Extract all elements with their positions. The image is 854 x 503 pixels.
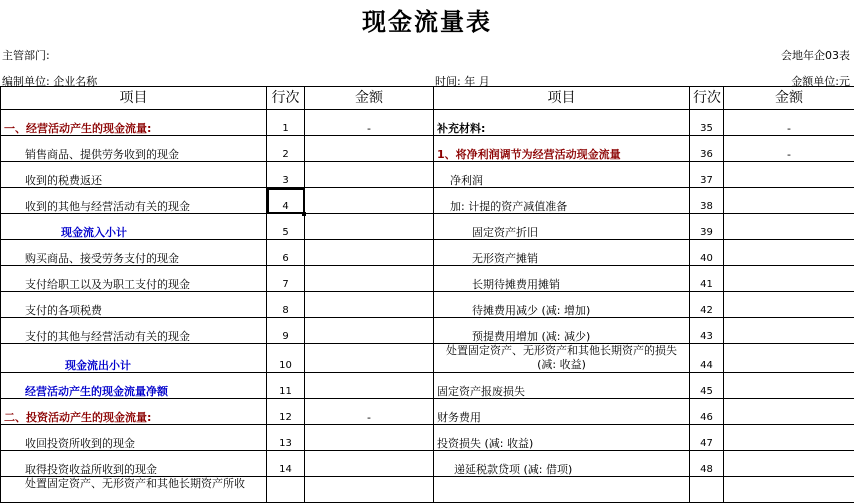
row-item-cell[interactable]: 购买商品、接受劳务支付的现金 — [1, 240, 267, 266]
row-amount-cell[interactable] — [724, 425, 854, 451]
row-line-cell[interactable]: 3 — [267, 162, 305, 188]
row-amount-cell[interactable] — [724, 214, 854, 240]
row-amount-cell[interactable] — [305, 373, 434, 399]
unit-label: 编制单位: 企业名称 — [2, 73, 97, 89]
row-line-cell[interactable]: 14 — [267, 451, 305, 477]
row-item-cell[interactable]: 取得投资收益所收到的现金 — [1, 451, 267, 477]
row-item-cell[interactable]: 无形资产摊销 — [434, 240, 690, 266]
header-amount-left: 金额 — [305, 87, 434, 110]
row-item-cell[interactable]: 收到的税费返还 — [1, 162, 267, 188]
row-item-cell[interactable]: 投资损失 (减: 收益) — [434, 425, 690, 451]
cash-flow-table — [0, 86, 854, 503]
row-line-cell[interactable]: 13 — [267, 425, 305, 451]
header-line-left: 行次 — [267, 87, 305, 110]
form-code: 会地年企03表 — [781, 47, 850, 63]
row-item-cell[interactable]: 支付的各项税费 — [1, 292, 267, 318]
table-row — [1, 136, 854, 162]
row-item-cell[interactable]: 一、经营活动产生的现金流量: — [1, 110, 267, 136]
header-item-right: 项目 — [434, 87, 690, 110]
row-amount-cell[interactable]: - — [305, 110, 434, 136]
row-item-cell[interactable]: 财务费用 — [434, 399, 690, 425]
row-amount-cell[interactable] — [724, 451, 854, 477]
row-item-cell[interactable]: 净利润 — [434, 162, 690, 188]
fill-handle[interactable] — [302, 212, 306, 216]
row-amount-cell[interactable] — [724, 318, 854, 344]
row-amount-cell[interactable] — [305, 318, 434, 344]
header-line-right: 行次 — [690, 87, 724, 110]
row-item-cell[interactable]: 加: 计提的资产减值准备 — [434, 188, 690, 214]
row-line-cell[interactable]: 5 — [267, 214, 305, 240]
row-amount-cell[interactable] — [305, 214, 434, 240]
row-item-cell[interactable]: 处置固定资产、无形资产和其他长期资产的损失 (减: 收益) — [434, 344, 690, 373]
row-amount-cell[interactable] — [305, 344, 434, 373]
row-amount-cell[interactable] — [724, 292, 854, 318]
table-row — [1, 373, 854, 399]
table-row — [1, 344, 854, 373]
row-item-cell[interactable] — [434, 477, 690, 503]
row-item-cell[interactable]: 支付给职工以及为职工支付的现金 — [1, 266, 267, 292]
row-amount-cell[interactable]: - — [724, 136, 854, 162]
row-line-cell[interactable]: 35 — [690, 110, 724, 136]
row-item-cell[interactable]: 1、将净利润调节为经营活动现金流量 — [434, 136, 690, 162]
row-amount-cell[interactable] — [724, 188, 854, 214]
row-amount-cell[interactable] — [305, 425, 434, 451]
row-line-cell[interactable]: 6 — [267, 240, 305, 266]
table-row — [1, 266, 854, 292]
row-item-cell[interactable]: 收回投资所收到的现金 — [1, 425, 267, 451]
amount-unit-label: 金额单位:元 — [791, 73, 850, 89]
table-row — [1, 425, 854, 451]
row-line-cell[interactable]: 36 — [690, 136, 724, 162]
row-line-cell[interactable]: 2 — [267, 136, 305, 162]
row-line-cell[interactable]: 46 — [690, 399, 724, 425]
row-amount-cell[interactable] — [724, 240, 854, 266]
row-amount-cell[interactable] — [305, 266, 434, 292]
row-item-cell[interactable]: 预提费用增加 (减: 减少) — [434, 318, 690, 344]
row-line-cell[interactable]: 10 — [267, 344, 305, 373]
row-line-cell[interactable]: 7 — [267, 266, 305, 292]
row-line-cell[interactable]: 37 — [690, 162, 724, 188]
row-amount-cell[interactable] — [724, 344, 854, 373]
table-row — [1, 162, 854, 188]
row-item-cell[interactable]: 经营活动产生的现金流量净额 — [1, 373, 267, 399]
row-amount-cell[interactable] — [724, 162, 854, 188]
row-amount-cell[interactable] — [724, 266, 854, 292]
row-amount-cell[interactable] — [724, 399, 854, 425]
row-line-cell[interactable]: 8 — [267, 292, 305, 318]
page-title: 现金流量表 — [0, 2, 854, 37]
row-amount-cell[interactable]: - — [724, 110, 854, 136]
row-item-cell[interactable]: 销售商品、提供劳务收到的现金 — [1, 136, 267, 162]
table-row — [1, 110, 854, 136]
row-line-cell[interactable]: 42 — [690, 292, 724, 318]
row-item-cell[interactable]: 待摊费用减少 (减: 增加) — [434, 292, 690, 318]
selected-cell[interactable]: 4 — [267, 188, 305, 214]
table-row — [1, 214, 854, 240]
row-item-cell[interactable]: 固定资产折旧 — [434, 214, 690, 240]
row-item-cell[interactable]: 收到的其他与经营活动有关的现金 — [1, 188, 267, 214]
row-item-cell[interactable]: 现金流出小计 — [1, 344, 267, 373]
table-row — [1, 318, 854, 344]
row-amount-cell[interactable] — [305, 477, 434, 503]
row-amount-cell[interactable] — [305, 240, 434, 266]
time-label: 时间: 年 月 — [435, 73, 490, 89]
row-amount-cell[interactable] — [305, 136, 434, 162]
row-amount-cell[interactable] — [305, 188, 434, 214]
row-line-cell[interactable]: 43 — [690, 318, 724, 344]
row-line-cell[interactable]: 47 — [690, 425, 724, 451]
row-item-cell[interactable]: 支付的其他与经营活动有关的现金 — [1, 318, 267, 344]
row-amount-cell[interactable]: - — [305, 399, 434, 425]
table-row — [1, 477, 854, 503]
row-line-cell[interactable]: 39 — [690, 214, 724, 240]
table-row — [1, 292, 854, 318]
row-amount-cell[interactable] — [305, 451, 434, 477]
row-amount-cell[interactable] — [724, 373, 854, 399]
row-line-cell[interactable]: 12 — [267, 399, 305, 425]
table-row — [1, 240, 854, 266]
row-item-cell[interactable]: 递延税款贷项 (减: 借项) — [434, 451, 690, 477]
table-row — [1, 399, 854, 425]
row-line-cell[interactable] — [690, 477, 724, 503]
row-line-cell[interactable]: 48 — [690, 451, 724, 477]
row-item-cell[interactable]: 固定资产报废损失 — [434, 373, 690, 399]
row-amount-cell[interactable] — [724, 477, 854, 503]
table-row — [1, 188, 854, 214]
row-item-cell[interactable]: 长期待摊费用摊销 — [434, 266, 690, 292]
row-line-cell[interactable]: 9 — [267, 318, 305, 344]
table-row — [1, 451, 854, 477]
row-line-cell[interactable]: 38 — [690, 188, 724, 214]
row-item-cell[interactable]: 二、投资活动产生的现金流量: — [1, 399, 267, 425]
header-amount-right: 金额 — [724, 87, 854, 110]
row-line-cell[interactable]: 40 — [690, 240, 724, 266]
row-line-cell[interactable]: 1 — [267, 110, 305, 136]
row-line-cell[interactable]: 44 — [690, 344, 724, 373]
row-amount-cell[interactable] — [305, 162, 434, 188]
row-line-cell[interactable]: 11 — [267, 373, 305, 399]
row-line-cell[interactable] — [267, 477, 305, 503]
row-item-cell[interactable]: 补充材料: — [434, 110, 690, 136]
table-header-row — [1, 87, 854, 110]
row-item-cell[interactable]: 现金流入小计 — [1, 214, 267, 240]
row-item-cell[interactable]: 处置固定资产、无形资产和其他长期资产所收 — [1, 477, 267, 503]
header-item-left: 项目 — [1, 87, 267, 110]
row-line-cell[interactable]: 41 — [690, 266, 724, 292]
row-line-cell[interactable]: 45 — [690, 373, 724, 399]
row-amount-cell[interactable] — [305, 292, 434, 318]
dept-label: 主管部门: — [2, 47, 50, 63]
